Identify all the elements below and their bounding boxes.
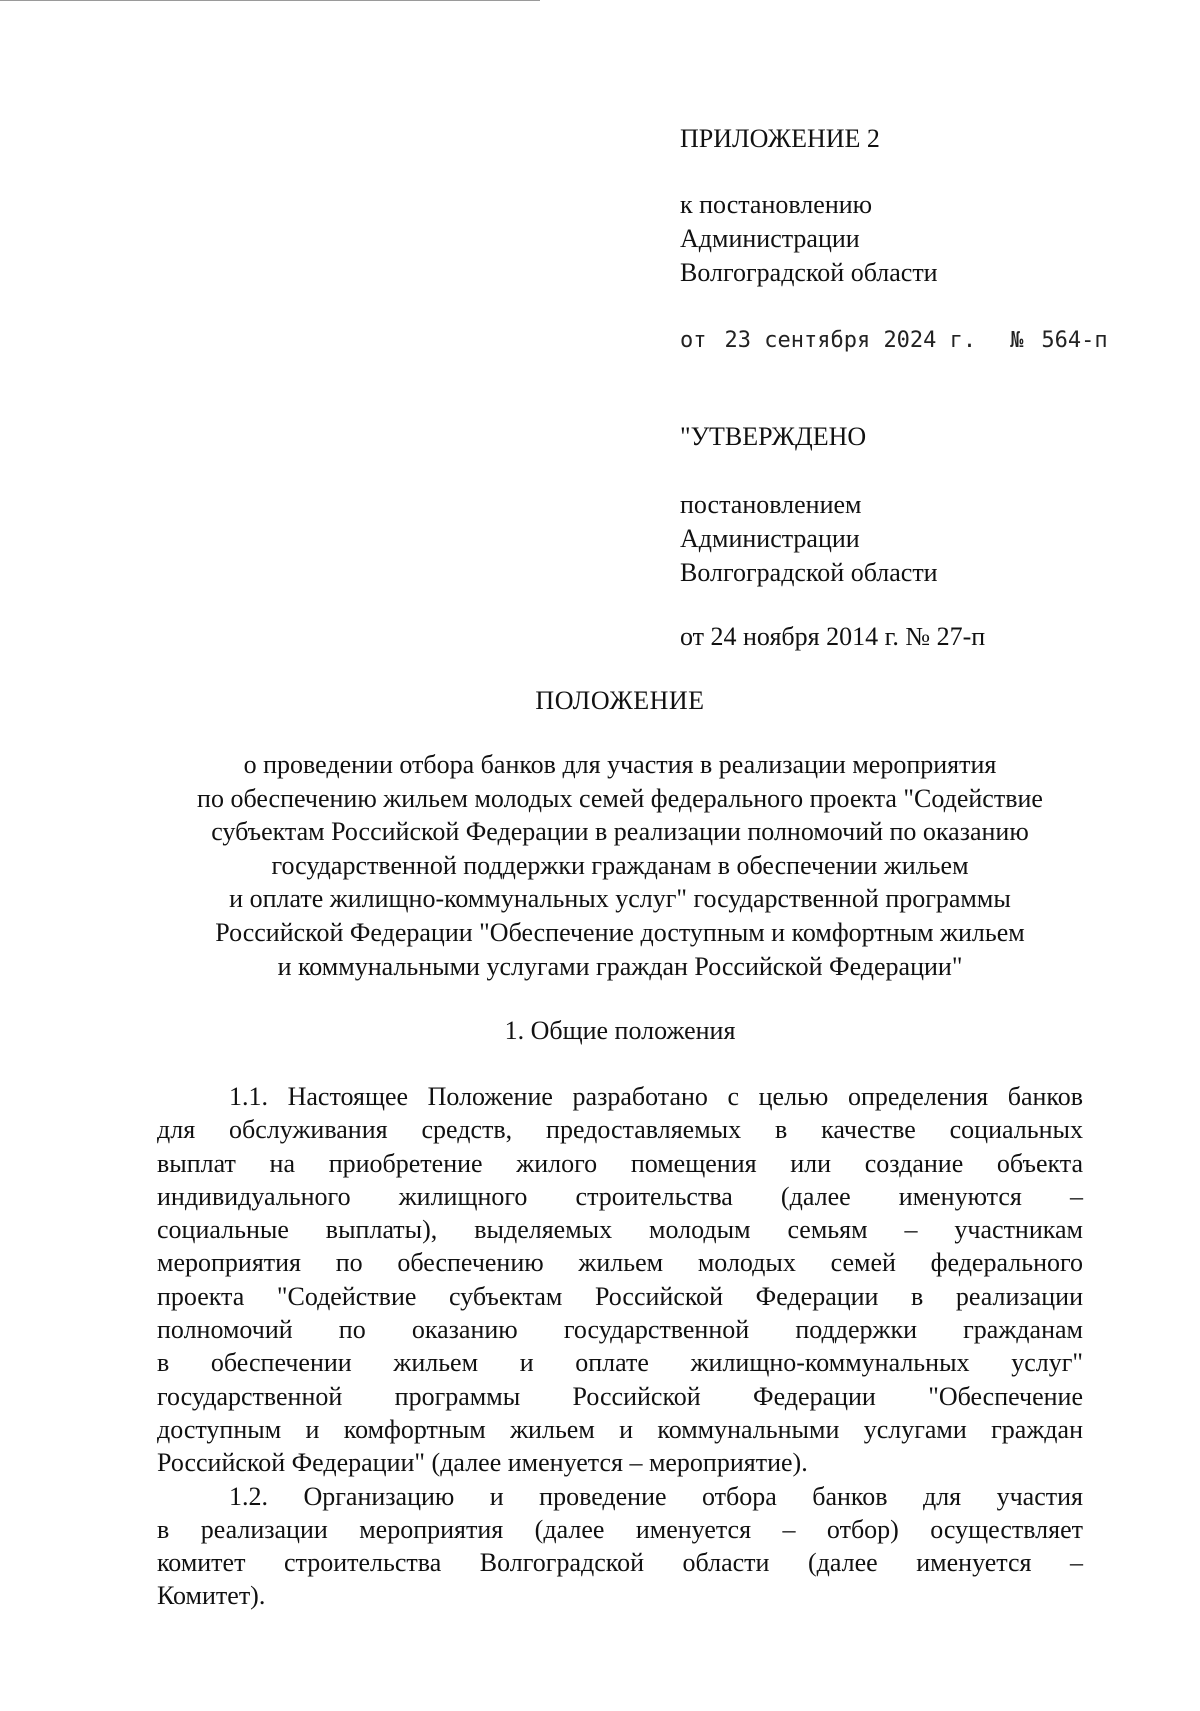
section-heading: 1. Общие положения [504,1016,736,1045]
paragraph-line: 1.2. Организацию и проведение отбора банков для участия [229,1481,1083,1511]
appendix-date-line [680,324,1140,358]
approved-ref-line: Администрации [680,524,860,553]
subtitle-line: и коммунальными услугами граждан Российской Федерации" [277,951,963,981]
scan-edge-line [0,0,540,1]
paragraph-line: Российской Федерации" (далее именуется – мероприятие). [157,1448,808,1478]
appendix-title: ПРИЛОЖЕНИЕ 2 [680,124,880,153]
appendix-ref-line: к постановлению [680,190,873,219]
subtitle-line: Российской Федерации "Обеспечение доступным и комфортным жильем [215,917,1025,947]
paragraph-line: мероприятия по обеспечению жильем молодых семей федерального [157,1248,1083,1278]
appendix-number-value: 564-п [1041,328,1108,353]
paragraph-line: для обслуживания средств, предоставляемых в качестве социальных [157,1115,1083,1145]
appendix-ref-line: Волгоградской области [680,258,938,287]
subtitle-line: о проведении отбора банков для участия в реализации мероприятия [243,750,997,779]
section-body [157,1080,1083,1613]
paragraph-line: в обеспечении жильем и оплате жилищно-коммунальных услуг" [157,1348,1083,1378]
approved-title: "УТВЕРЖДЕНО [680,422,867,451]
paragraph-line: полномочий по оказанию государственной поддержки гражданам [157,1315,1083,1345]
paragraph-line: Комитет). [157,1581,266,1611]
approved-reference [680,488,1140,590]
paragraph-line: проекта "Содействие субъектам Российской Федерации в реализации [157,1281,1083,1311]
date-prefix: от [680,328,707,353]
approved-ref-line: постановлением [680,490,862,519]
paragraph-line: в реализации мероприятия (далее именуется – отбор) осуществляет [157,1514,1083,1544]
approved-date-line: от 24 ноября 2014 г. № 27-п [680,622,986,651]
paragraph-line: доступным и комфортным жильем и коммунальными услугами граждан [157,1414,1083,1444]
paragraph-line: выплат на приобретение жилого помещения или создание объекта [157,1148,1083,1178]
paragraph-line: индивидуального жилищного строительства (далее именуются – [157,1181,1083,1211]
paragraph-line: социальные выплаты), выделяемых молодым семьям – участникам [157,1215,1083,1245]
subtitle-line: по обеспечению жильем молодых семей федерального проекта "Содействие [197,783,1043,813]
paragraph-line: 1.1. Настоящее Положение разработано с целью определения банков [229,1082,1083,1111]
subtitle-line: субъектам Российской Федерации в реализации полномочий по оказанию [211,817,1029,847]
appendix-reference [680,188,1140,290]
document-title: ПОЛОЖЕНИЕ [535,686,705,715]
paragraph-line: комитет строительства Волгоградской области (далее именуется – [157,1548,1083,1578]
appendix-date-value: 23 сентября 2024 г. [724,328,977,353]
appendix-ref-line: Администрации [680,224,860,253]
paragraph-line: государственной программы Российской Федерации "Обеспечение [157,1381,1083,1411]
approved-ref-line: Волгоградской области [680,558,938,587]
document-subtitle [150,748,1090,983]
number-sign: № [1010,328,1024,353]
subtitle-line: государственной поддержки гражданам в обеспечении жильем [271,850,969,880]
subtitle-line: и оплате жилищно-коммунальных услуг" государственной программы [229,884,1011,914]
